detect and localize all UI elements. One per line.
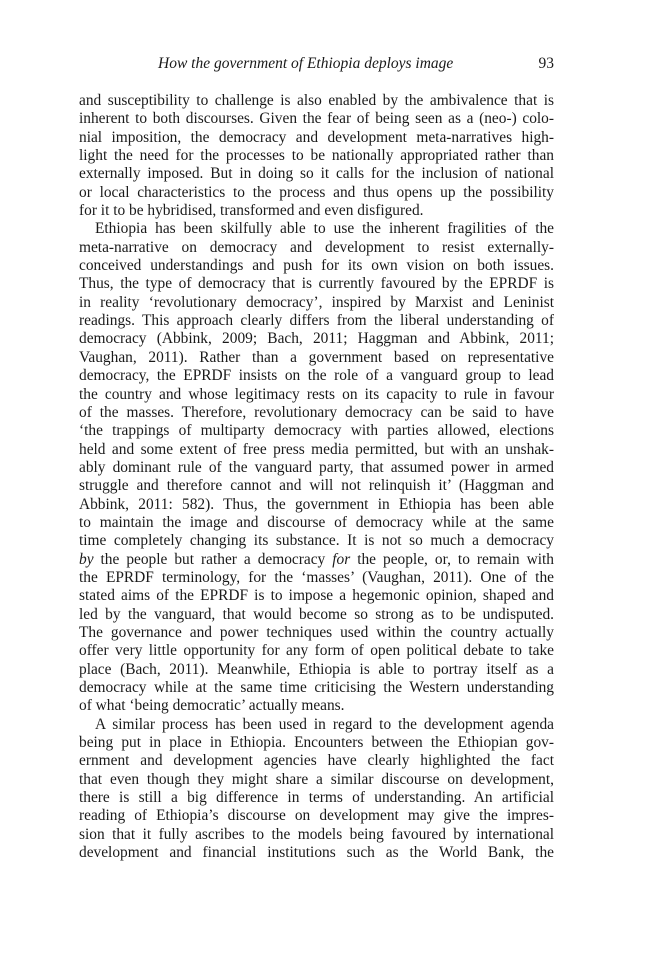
running-head — [79, 52, 554, 76]
text-line: of what ‘being democratic’ actually means. — [79, 697, 345, 715]
text-line: Ethiopia has been skilfully able to use the inherent fragilities of the — [95, 220, 554, 238]
text-line: Abbink, 2011: 582). Thus, the government in Ethiopia has been able — [79, 495, 554, 513]
text-line: that even though they might share a similar discourse on development, — [79, 770, 554, 788]
text-line: democracy, the EPRDF insists on the role of a vanguard group to lead — [79, 367, 554, 385]
text-line: light the need for the processes to be nationally appropriated rather than — [79, 147, 554, 165]
text-line: there is still a big difference in terms of understanding. An artificial — [79, 789, 554, 807]
text-line: to maintain the image and discourse of democracy while at the same — [79, 513, 554, 531]
paragraph-2 — [79, 220, 554, 715]
text-line: for it to be hybridised, transformed and even disfigured. — [79, 202, 424, 220]
paragraph-1 — [79, 92, 554, 220]
italic-emphasis: by — [79, 550, 94, 568]
text-line: struggle and therefore cannot and will not relinquish it’ (Haggman and — [79, 477, 554, 495]
text-line: being put in place in Ethiopia. Encounters between the Ethiopian gov- — [79, 734, 554, 752]
text-line: the country and whose legitimacy rests on its capacity to rule in favour — [79, 385, 554, 403]
text-segment: the people, or, to remain with — [350, 550, 554, 568]
text-line: or local characteristics to the process and thus opens up the possibility — [79, 183, 554, 201]
text-line: meta-narrative on democracy and development to resist externally- — [79, 238, 554, 256]
text-line-with-italics — [79, 551, 554, 569]
italic-emphasis: for — [332, 550, 351, 568]
text-segment: the people but rather a democracy — [93, 550, 333, 568]
text-line: ‘the trappings of multiparty democracy with parties allowed, elections — [79, 422, 554, 440]
text-line: the EPRDF terminology, for the ‘masses’ (Vaughan, 2011). One of the — [79, 568, 554, 586]
text-line: led by the vanguard, that would become so strong as to be undisputed. — [79, 605, 554, 623]
paragraph-3 — [79, 716, 554, 863]
text-line: democracy while at the same time criticising the Western understanding — [79, 679, 554, 696]
text-line: development and financial institutions such as the World Bank, the — [79, 844, 554, 862]
text-line: in reality ‘revolutionary democracy’, inspired by Marxist and Leninist — [79, 293, 554, 311]
text-line: nial imposition, the democracy and development meta-narratives high- — [79, 128, 554, 146]
text-line: and susceptibility to challenge is also enabled by the ambivalence that is — [79, 92, 554, 109]
text-line: place (Bach, 2011). Meanwhile, Ethiopia is able to portray itself as a — [79, 660, 554, 678]
text-line: of the masses. Therefore, revolutionary democracy can be said to have — [79, 403, 554, 421]
text-line: Thus, the type of democracy that is currently favoured by the EPRDF is — [79, 275, 554, 293]
text-line: democracy (Abbink, 2009; Bach, 2011; Haggman and Abbink, 2011; — [79, 330, 554, 348]
text-line: conceived understandings and push for its own vision on both issues. — [79, 257, 554, 275]
text-line: externally imposed. But in doing so it calls for the inclusion of national — [79, 165, 554, 183]
text-line: readings. This approach clearly differs from the liberal understanding of — [79, 312, 554, 330]
text-line: stated aims of the EPRDF is to impose a hegemonic opinion, shaped and — [79, 587, 554, 605]
text-line: inherent to both discourses. Given the fear of being seen as a (neo-) colo- — [79, 110, 554, 128]
book-page — [79, 52, 554, 862]
body-text — [79, 92, 554, 862]
text-line: held and some extent of free press media permitted, but with an unshak- — [79, 440, 554, 458]
page-number: 93 — [538, 55, 554, 72]
text-line: Vaughan, 2011). Rather than a government based on representative — [79, 348, 554, 366]
text-line: The governance and power techniques used within the country actually — [79, 623, 554, 641]
text-line: A similar process has been used in regard to the development agenda — [95, 715, 554, 733]
text-line: ably dominant rule of the vanguard party, that assumed power in armed — [79, 458, 554, 476]
text-line: reading of Ethiopia’s discourse on development may give the impres- — [79, 807, 554, 825]
text-line: time completely changing its substance. It is not so much a democracy — [79, 532, 554, 550]
text-line: offer very little opportunity for any form of open political debate to take — [79, 642, 554, 660]
text-line: sion that it fully ascribes to the models being favoured by international — [79, 825, 554, 843]
text-line: ernment and development agencies have clearly highlighted the fact — [79, 752, 554, 770]
running-head-title: How the government of Ethiopia deploys image — [158, 55, 454, 72]
